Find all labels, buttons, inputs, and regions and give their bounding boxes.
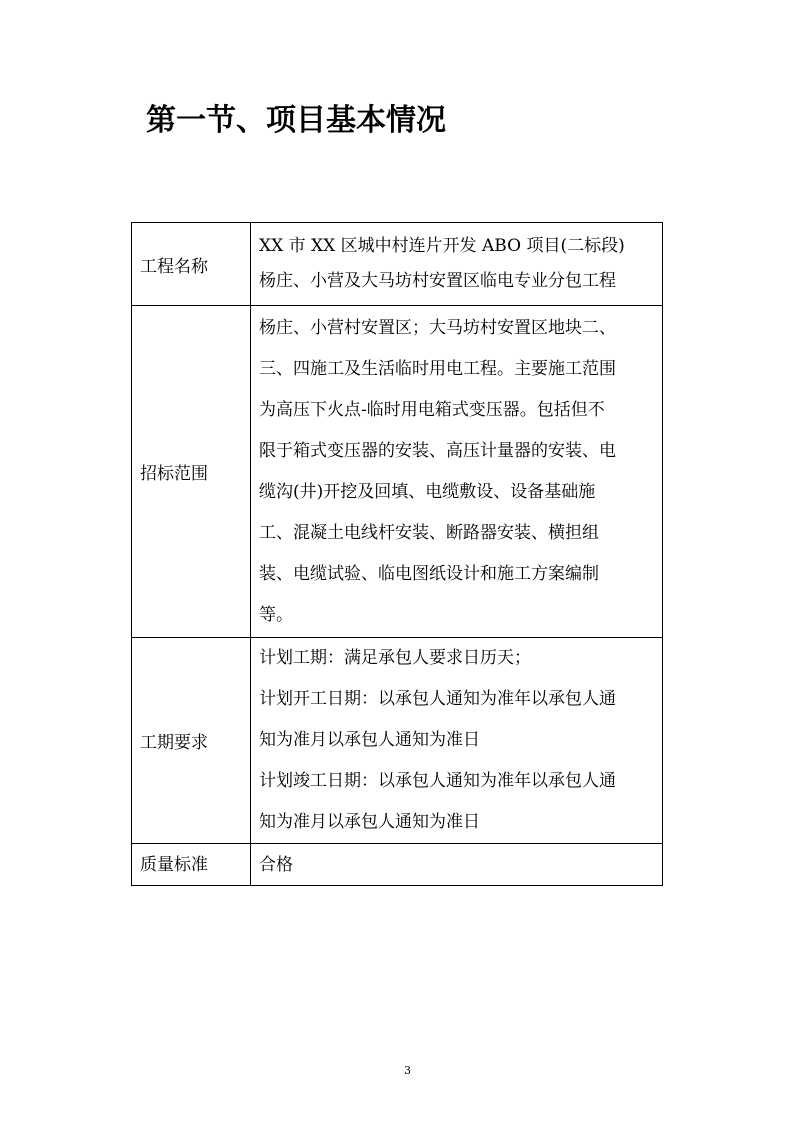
bid-scope-line: 装、电缆试验、临电图纸设计和施工方案编制 bbox=[259, 563, 599, 584]
bid-scope-line: 缆沟(井)开挖及回填、电缆敷设、设备基础施 bbox=[259, 481, 596, 502]
bid-scope-line: 工、混凝土电线杆安装、断路器安装、横担组 bbox=[259, 522, 599, 543]
table-row-schedule bbox=[132, 638, 663, 844]
project-name-line: XX 市 XX 区城中村连片开发 ABO 项目(二标段) bbox=[259, 236, 625, 256]
schedule-line: 计划竣工日期：以承包人通知为准年以承包人通 bbox=[259, 771, 616, 791]
bid-scope-line: 杨庄、小营村安置区；大马坊村安置区地块二、 bbox=[259, 317, 616, 338]
table-row-quality bbox=[132, 844, 663, 886]
schedule-value bbox=[251, 638, 663, 844]
schedule-line: 计划工期：满足承包人要求日历天； bbox=[259, 648, 531, 668]
table-row-bid-scope bbox=[132, 306, 663, 638]
schedule-line: 计划开工日期：以承包人通知为准年以承包人通 bbox=[259, 689, 616, 709]
project-name-label: 工程名称 bbox=[132, 223, 251, 306]
table-row-project-name bbox=[132, 223, 663, 306]
bid-scope-line: 为高压下火点-临时用电箱式变压器。包括但不 bbox=[259, 399, 605, 420]
project-info-table bbox=[131, 222, 663, 886]
project-name-value bbox=[251, 223, 663, 306]
bid-scope-line: 等。 bbox=[259, 604, 293, 625]
bid-scope-line: 三、四施工及生活临时用电工程。主要施工范围 bbox=[259, 358, 616, 379]
bid-scope-value bbox=[251, 306, 663, 638]
quality-line: 合格 bbox=[259, 855, 293, 875]
schedule-line: 知为准月以承包人通知为准日 bbox=[259, 730, 480, 750]
page-title: 第一节、项目基本情况 bbox=[146, 103, 446, 138]
bid-scope-line: 限于箱式变压器的安装、高压计量器的安装、电 bbox=[259, 440, 616, 461]
bid-scope-label: 招标范围 bbox=[132, 306, 251, 638]
project-name-line: 杨庄、小营及大马坊村安置区临电专业分包工程 bbox=[259, 271, 616, 291]
schedule-line: 知为准月以承包人通知为准日 bbox=[259, 812, 480, 832]
quality-label: 质量标准 bbox=[132, 844, 251, 886]
page-number: 3 bbox=[404, 1064, 411, 1077]
schedule-label: 工期要求 bbox=[132, 638, 251, 844]
quality-value bbox=[251, 844, 663, 886]
